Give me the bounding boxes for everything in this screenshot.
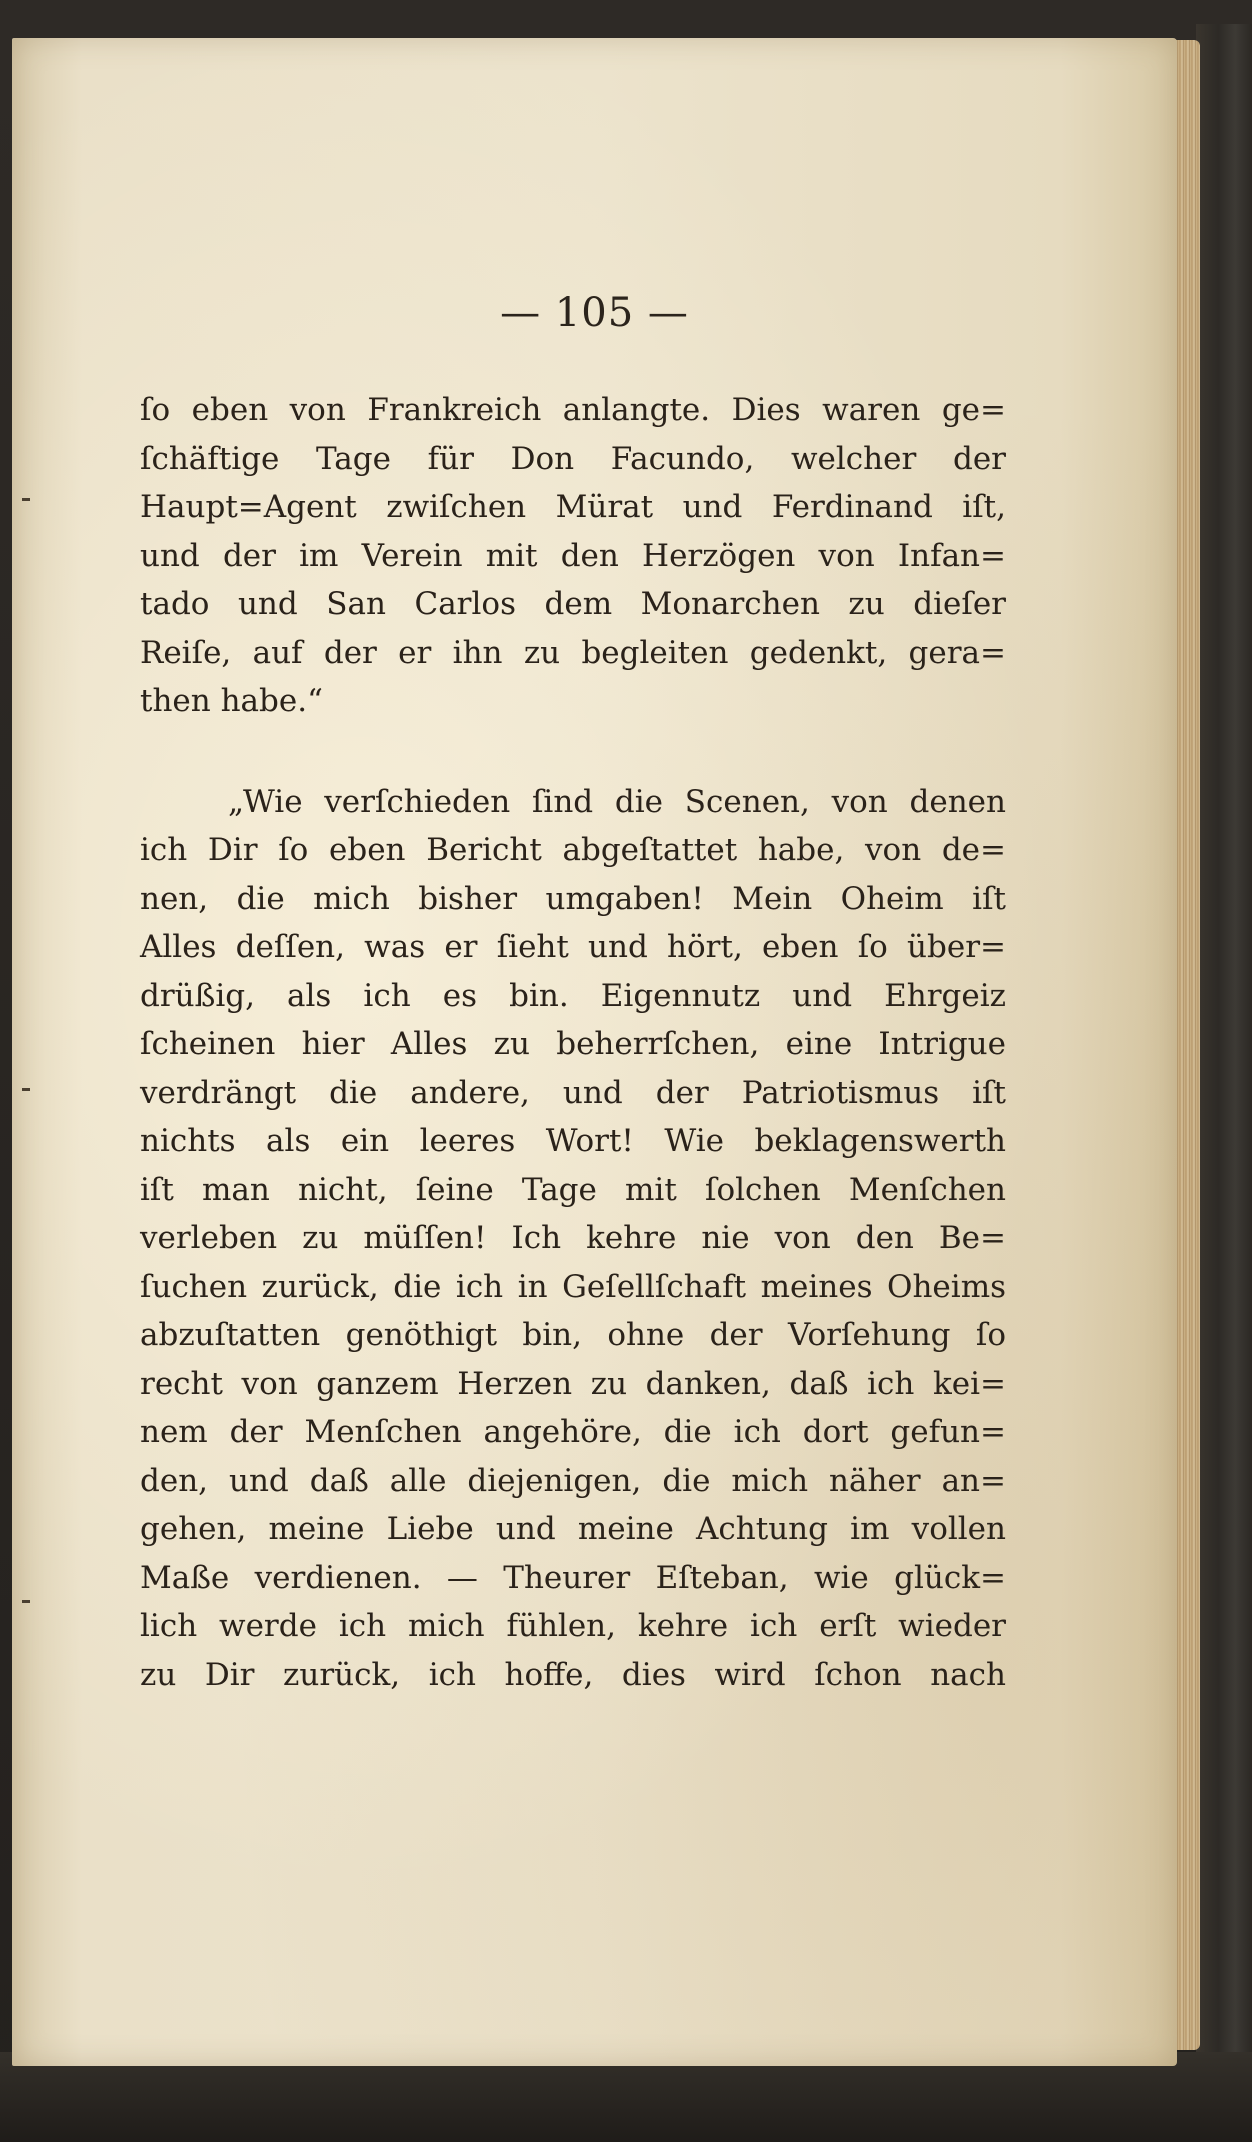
text-line: Maße verdienen. — Theurer Eſteban, wie glück= xyxy=(140,1559,1006,1596)
text-line: iſt man nicht, ſeine Tage mit ſolchen Menſchen xyxy=(140,1171,1006,1208)
text-line: drüßig, als ich es bin. Eigennutz und Ehrgeiz xyxy=(140,977,1006,1014)
body-text xyxy=(140,386,1006,1699)
text-line: Alles deſſen, was er ſieht und hört, eben ſo über= xyxy=(140,929,1006,965)
book-cover-edge xyxy=(1196,24,1252,2104)
edge-mark xyxy=(22,1088,30,1091)
paragraph-gap xyxy=(140,726,1006,778)
text-line: nichts als ein leeres Wort! Wie beklagenswerth xyxy=(140,1123,1006,1159)
text-line: und der im Verein mit den Herzögen von Infan= xyxy=(140,537,1006,574)
text-line: nem der Menſchen angehöre, die ich dort gefun= xyxy=(140,1414,1006,1450)
text-line: „Wie verſchieden ſind die Scenen, von denen xyxy=(228,783,1006,820)
text-line: ich Dir ſo eben Bericht abgeſtattet habe, von de= xyxy=(140,832,1006,868)
text-line: gehen, meine Liebe und meine Achtung im vollen xyxy=(140,1511,1006,1547)
book-page xyxy=(12,38,1177,2066)
text-line: ſchäftige Tage für Don Facundo, welcher der xyxy=(140,440,1006,477)
text-line: tado und San Carlos dem Monarchen zu dieſer xyxy=(140,586,1006,622)
edge-mark xyxy=(22,498,30,501)
text-line: verdrängt die andere, und der Patriotismus iſt xyxy=(140,1074,1006,1111)
text-line: zu Dir zurück, ich hoffe, dies wird ſchon nach xyxy=(140,1656,1006,1693)
paragraph xyxy=(140,778,1006,1700)
text-line: abzuſtatten genöthigt bin, ohne der Vorſehung ſo xyxy=(140,1317,1006,1353)
text-line: verleben zu müſſen! Ich kehre nie von den Be= xyxy=(140,1220,1006,1256)
text-line: ſcheinen hier Alles zu beherrſchen, eine Intrigue xyxy=(140,1026,1006,1062)
text-line: lich werde ich mich fühlen, kehre ich erſt wieder xyxy=(140,1608,1006,1644)
edge-mark xyxy=(22,1600,30,1603)
page-number: — 105 — xyxy=(500,290,689,336)
text-line: Reiſe, auf der er ihn zu begleiten gedenkt, gera= xyxy=(140,634,1006,671)
text-line: then habe.“ xyxy=(140,683,323,719)
text-line: den, und daß alle diejenigen, die mich näher an= xyxy=(140,1462,1006,1499)
text-line: Haupt=Agent zwiſchen Mürat und Ferdinand iſt, xyxy=(140,489,1006,525)
text-line: ſuchen zurück, die ich in Geſellſchaft meines Oheims xyxy=(140,1268,1006,1305)
text-line: recht von ganzem Herzen zu danken, daß ich kei= xyxy=(140,1365,1006,1402)
paragraph-continued xyxy=(140,386,1006,726)
text-line: nen, die mich bisher umgaben! Mein Oheim iſt xyxy=(140,880,1006,917)
text-line: ſo eben von Frankreich anlangte. Dies waren ge= xyxy=(140,392,1006,428)
